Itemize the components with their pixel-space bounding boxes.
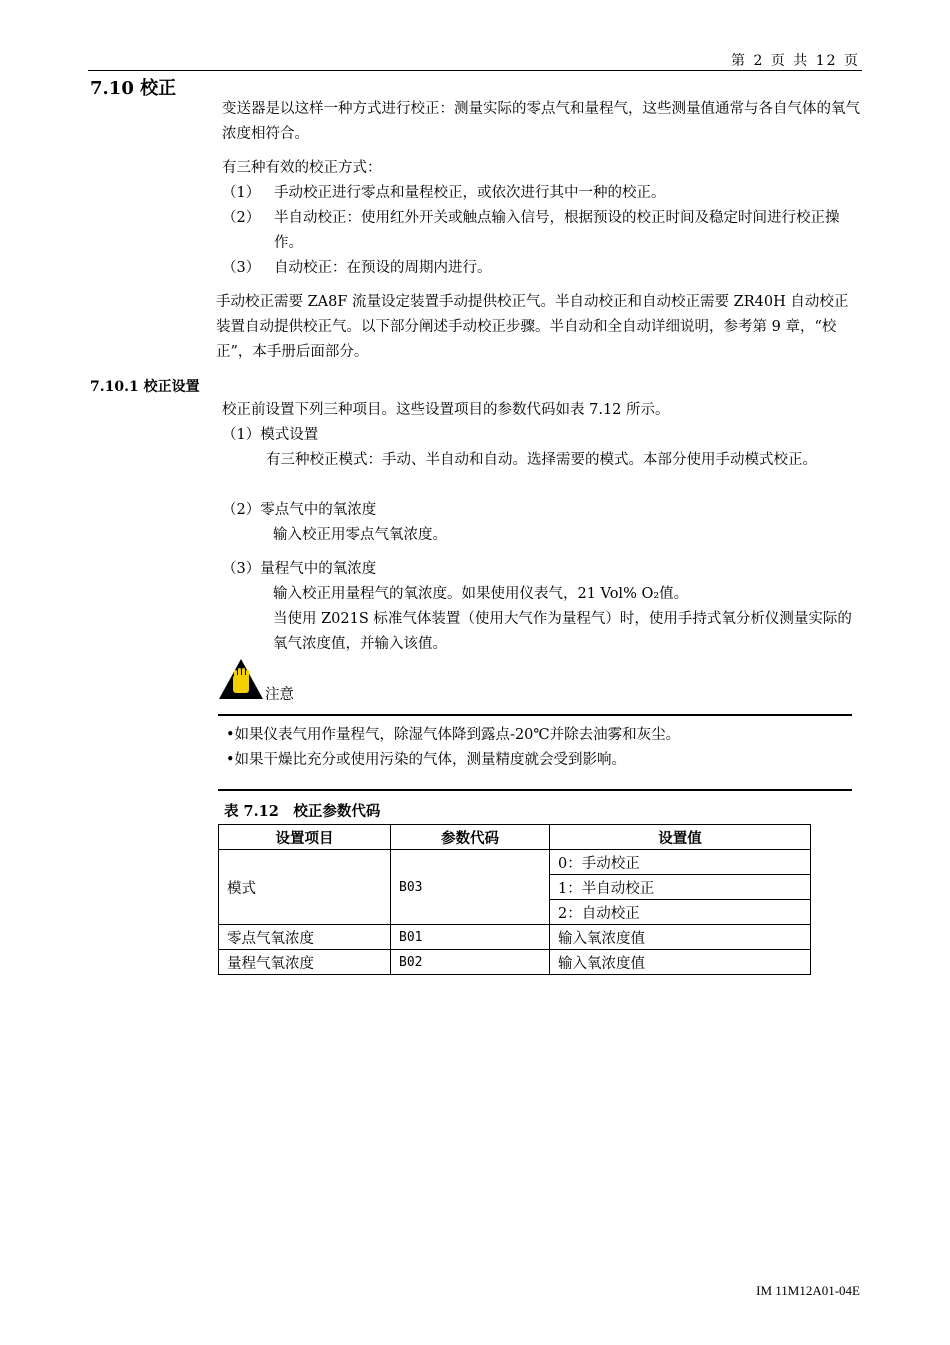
method-item-1 [222,181,862,206]
method-text: 自动校正：在预设的周期内进行。 [274,260,492,276]
setting-item-body: 有三种校正模式：手动、半自动和自动。选择需要的模式。本部分使用手动模式校正。 [266,452,817,468]
caution-label: 注意 [265,687,294,703]
methods-lead: 有三种有效的校正方式： [222,160,382,176]
table-cell: 0：手动校正 [550,850,811,875]
page-number: 第 2 页 共 12 页 [731,53,860,69]
caution-top-rule [218,714,852,716]
subsection-title: 7.10.1 校正设置 [90,379,200,395]
table-header: 设置值 [550,825,811,850]
setting-item-title: （2）零点气中的氧浓度 [222,502,377,518]
caution-hand-icon [218,658,264,700]
manual-calibration-paragraph: 手动校正需要 ZA8F 流量设定装置手动提供校正气。半自动校正和自动校正需要 ZR40H 自动校正装置自动提供校正气。以下部分阐述手动校正步骤。半自动和全自动详细说明，参考第 9 章，“校正”，本手册后面部分。 [216,294,849,360]
method-item-2 [222,206,862,256]
method-text: 手动校正进行零点和量程校正，或依次进行其中一种的校正。 [274,185,666,201]
caution-bullet: •如果干燥比充分或使用污染的气体，测量精度就会受到影响。 [226,752,627,768]
setting-item-title: （3）量程气中的氧浓度 [222,561,377,577]
method-item-3 [222,256,862,281]
method-text: 半自动校正：使用红外开关或触点输入信号，根据预设的校正时间及稳定时间进行校正操作。 [274,210,840,251]
setting-item-body: 当使用 Z021S 标准气体装置（使用大气作为量程气）时，使用手持式氧分析仪测量实际的氧气浓度值，并输入该值。 [273,611,852,652]
table-header: 参数代码 [391,825,550,850]
table-row [219,925,811,950]
table-cell: B02 [391,950,550,975]
setting-item-body: 输入校正用量程气的氧浓度。如果使用仪表气，21 Vol% O₂值。 [273,586,689,602]
table-caption: 表 7.12 校正参数代码 [224,803,381,820]
table-cell: B01 [391,925,550,950]
intro-paragraph: 变送器是以这样一种方式进行校正：测量实际的零点气和量程气，这些测量值通常与各自气体的氧气浓度相符合。 [222,101,860,142]
caution-bullet: •如果仪表气用作量程气，除湿气体降到露点-20℃并除去油雾和灰尘。 [226,727,681,743]
method-num: （3） [222,260,261,276]
subsection-lead: 校正前设置下列三种项目。这些设置项目的参数代码如表 7.12 所示。 [222,402,670,418]
setting-item-body: 输入校正用零点气氧浓度。 [273,527,447,543]
table-cell: 零点气氧浓度 [219,925,391,950]
table-cell: 模式 [219,850,391,925]
caution-bottom-rule [218,789,852,791]
header-rule [88,70,862,71]
parameter-table [218,824,811,975]
table-header-row [219,825,811,850]
document-id: IM 11M12A01-04E [756,1283,860,1298]
table-cell: 输入氧浓度值 [550,925,811,950]
method-num: （1） [222,185,261,201]
table-row [219,850,811,875]
method-num: （2） [222,210,261,226]
table-cell: 输入氧浓度值 [550,950,811,975]
table-cell: 1：半自动校正 [550,875,811,900]
table-header: 设置项目 [219,825,391,850]
table-row [219,950,811,975]
section-title: 7.10 校正 [90,78,177,99]
table-cell: 2：自动校正 [550,900,811,925]
setting-item-title: （1）模式设置 [222,427,319,443]
table-cell: 量程气氧浓度 [219,950,391,975]
table-cell: B03 [391,850,550,925]
